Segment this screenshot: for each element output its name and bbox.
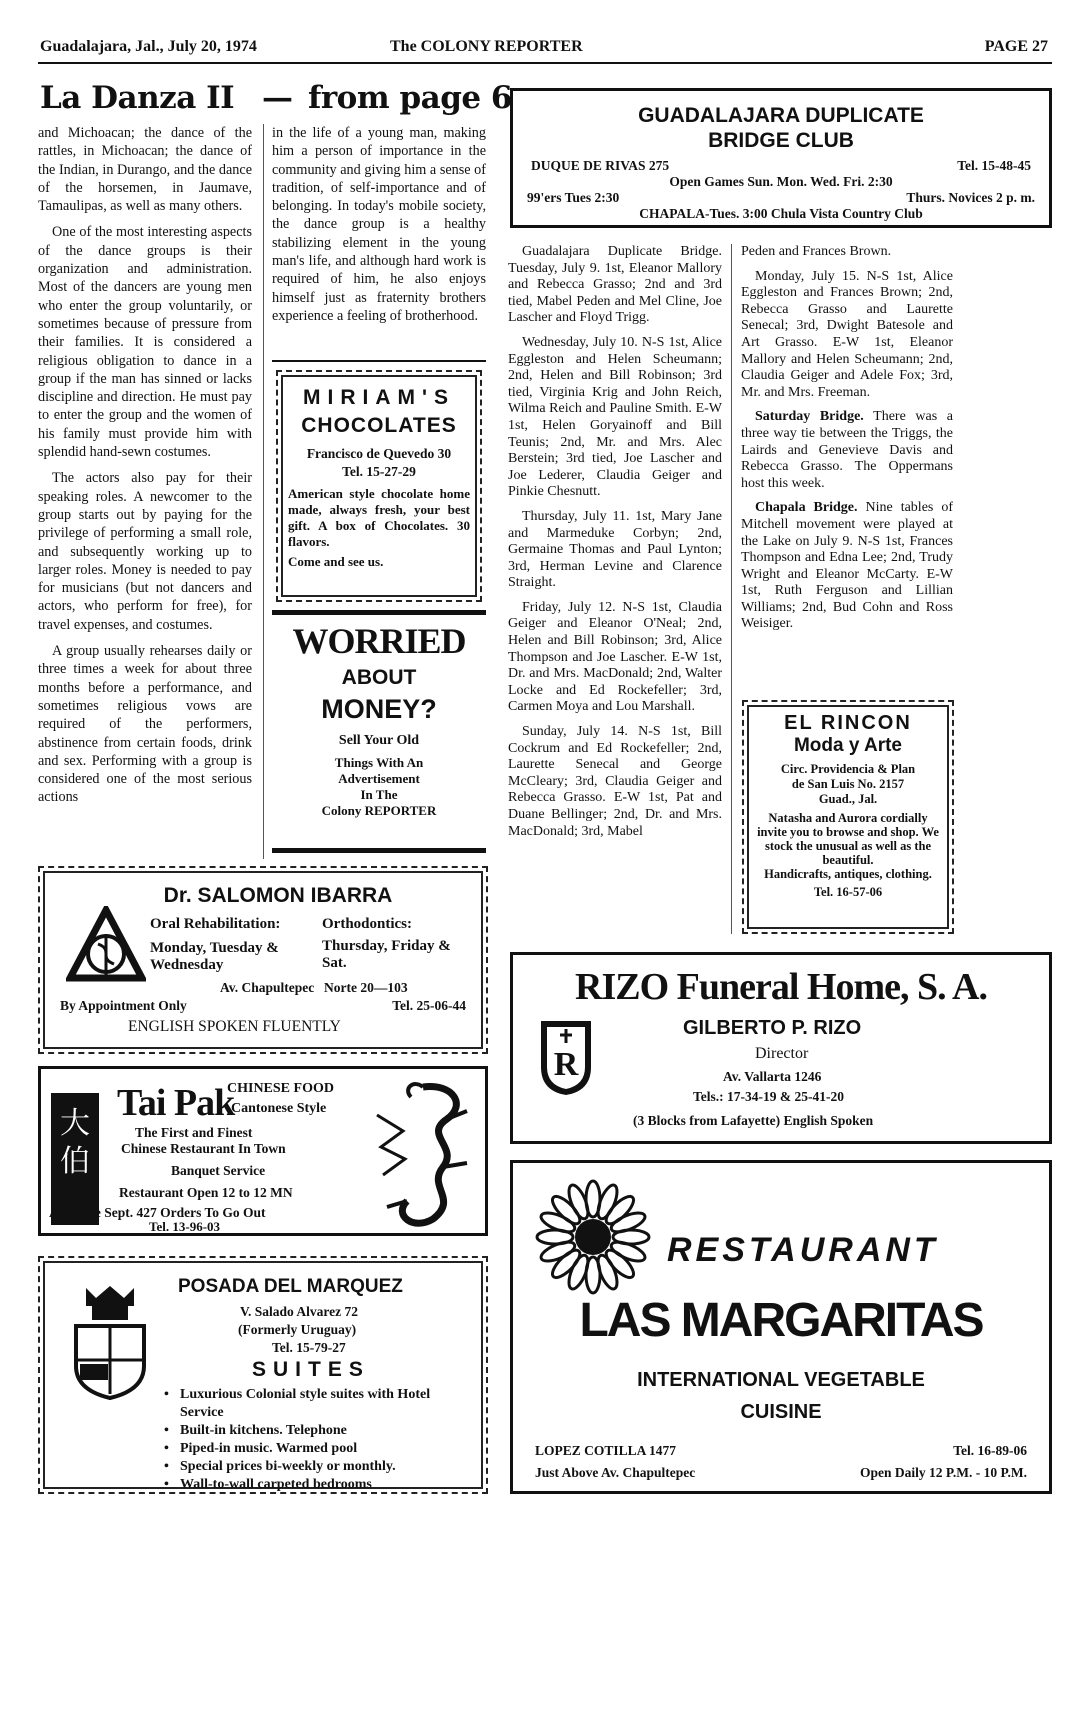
- ibarra-ad: [38, 866, 488, 1054]
- bridge-news-col1: [508, 244, 722, 848]
- header-rule: [38, 62, 1052, 64]
- feature-item: • Wall-to-wall carpeted bedrooms: [180, 1476, 472, 1494]
- page-number: PAGE 27: [984, 38, 1048, 55]
- dragon-icon: [363, 1075, 481, 1231]
- chapala-head: Chapala Bridge.: [755, 500, 858, 516]
- posada-features: [162, 1386, 472, 1494]
- miriams-address: Francisco de Quevedo 30: [306, 446, 452, 461]
- rizo-tels: Tels.: 17-34-19 & 25-41-20: [693, 1089, 844, 1104]
- miriams-ad: [276, 370, 482, 602]
- rincon-subtitle: Moda y Arte: [793, 735, 903, 756]
- taipak-ad: [38, 1066, 488, 1236]
- worried-line2: ABOUT: [341, 666, 417, 689]
- posada-tel: Tel. 15-79-27: [272, 1340, 346, 1355]
- taipak-name: Tai Pak: [117, 1082, 235, 1124]
- caduceus-triangle-icon: [66, 906, 146, 982]
- rizo-address: Av. Vallarta 1246: [723, 1069, 822, 1084]
- article-col1: [38, 124, 252, 815]
- margaritas-hours: Open Daily 12 P.M. - 10 P.M.: [859, 1465, 1027, 1480]
- bridge-novices: Thurs. Novices 2 p. m.: [906, 190, 1035, 205]
- bridge-title1: GUADALAJARA DUPLICATE: [638, 104, 924, 127]
- rule: [272, 848, 486, 853]
- bridge-para: Guadalajara Duplicate Bridge. Tuesday, July 9. 1st, Eleanor Mallory and Rebecca Grasso; 2nd and 3rd tied, Mabel Peden and Mel Cline, Joe Lascher and Floyd Trigg.: [508, 244, 722, 326]
- ibarra-address-right: Norte 20—103: [324, 980, 408, 995]
- bridge-para: Monday, July 15. N-S 1st, Alice Eggleston and Frances Brown; 2nd, Rebecca Grasso and Laurette Senecal; 3rd, Dwight Batesole and Art Grasso. E-W 1st, Eleanor Mallory and Helen Scheumann; 2nd, Claudia Geiger and Adele Fox; 3rd, Mr. and Mrs. Freeman.: [741, 268, 953, 400]
- daisy-icon: [531, 1177, 655, 1297]
- margaritas-cuisine1: INTERNATIONAL VEGETABLE: [637, 1369, 925, 1391]
- saturday-text: There was a three way tie between the Triggs, the Lairds and Genevieve Davis and Rebecca Grasso. The Oppermans host this week.: [741, 409, 953, 491]
- miriams-title: MIRIAM'S: [303, 386, 455, 409]
- bridge-tel: Tel. 15-48-45: [957, 158, 1031, 173]
- article-para: The actors also pay for their speaking roles. A newcomer to the group starts out by paying for the privilege of performing a small role, and subsequently working up to larger roles. Money is needed to pay for musicians (but not dancers and actors, who perform for free), for travel expenses, and costumes.: [38, 470, 252, 633]
- rizo-note: (3 Blocks from Lafayette) English Spoken: [633, 1113, 874, 1128]
- margaritas-address: LOPEZ COTILLA 1477: [535, 1443, 677, 1458]
- posada-ad: [38, 1256, 488, 1494]
- headline-right: from page 6: [308, 80, 512, 116]
- headline-dash: —: [262, 80, 293, 116]
- bridge-para: Sunday, July 14. N-S 1st, Bill Cockrum and Ed Rockefeller; 2nd, Laurette Senecal and George McCleary; 3rd, Claudia Geiger and Rebecca Grasso. E-W 1st, Pat and Duane Bellinger; 2nd, Dr. and Mrs. MacDonald; 3rd, Mabel: [508, 724, 722, 839]
- rincon-body: Natasha and Aurora cordially invite you to browse and shop. We stock the unusual as well as the beautiful.: [757, 811, 939, 867]
- rizo-logo-letter: R: [553, 1046, 579, 1083]
- dateline: Guadalajara, Jal., July 20, 1974: [40, 38, 257, 55]
- feature-item: • Piped-in music. Warmed pool: [180, 1440, 472, 1458]
- article-para: One of the most interesting aspects of the dance groups is their organization and administration. Most of the dancers are young men who enter the group voluntarily, or sometimes because of pressure from their families. It is considered a religious obligation to dance in a group if the man has sinned or lacks discipline and direction. He must pay to enter the group and the women of his family must provide him with splendid hand-sewn costumes.: [38, 224, 252, 461]
- taipak-tagline1: The First and Finest: [135, 1125, 253, 1140]
- miriams-tel: Tel. 15-27-29: [342, 464, 416, 479]
- taipak-banquet: Banquet Service: [171, 1163, 266, 1178]
- bridge-para: Wednesday, July 10. N-S 1st, Alice Eggleston and Helen Scheumann; 2nd, Helen and Bill Robinson; 3rd tied, Virginia Krig and John Reich, Wilma Reich and Pauline Smith. E-W 1st, Helen Goryainoff and Bill Teunis; 2nd, Mr. and Mrs. Alec Berstein; 3rd tied, Joe Lascher and Joe Lederer, Claudia Geiger and Pinkie Chesnutt.: [508, 334, 722, 500]
- article-col2: [272, 124, 486, 333]
- rincon-goods: Handicrafts, antiques, clothing.: [764, 867, 932, 881]
- taipak-hours: Restaurant Open 12 to 12 MN: [119, 1185, 293, 1200]
- taipak-tagline2: Chinese Restaurant In Town: [121, 1141, 286, 1156]
- el-rincon-ad: [742, 700, 954, 934]
- feature-item: • Luxurious Colonial style suites with Hotel Service: [180, 1386, 472, 1422]
- worried-line4: Sell Your Old: [338, 733, 420, 748]
- margaritas-above: Just Above Av. Chapultepec: [535, 1465, 696, 1480]
- column-divider: [263, 124, 264, 859]
- ibarra-appointment: By Appointment Only: [60, 998, 187, 1013]
- posada-title: POSADA DEL MARQUEZ: [178, 1276, 403, 1297]
- article-para: A group usually rehearses daily or three times a week for about three months before a performance, and sometimes religious vows are required of the performers, abstinence from certain foods, drink and sex. Performing with a group is considered one of the most serious actions: [38, 643, 252, 806]
- rizo-title: RIZO Funeral Home, S. A.: [575, 966, 987, 1008]
- posada-suites: SUITES: [252, 1358, 370, 1381]
- article-para: in the life of a young man, making him a person of importance in the community and giving him a sense of tradition, of self-importance and of belonging. In today's mobile society, the dance group is a healthy stabilizing element in the young man's life, and although hard work is required of him, he also enjoys himself just as fraternity brothers experience a feeling of brotherhood.: [272, 125, 486, 324]
- margaritas-tel: Tel. 16-89-06: [953, 1443, 1027, 1458]
- bridge-open: Open Games Sun. Mon. Wed. Fri. 2:30: [669, 174, 893, 189]
- worried-line7: In The: [360, 787, 398, 802]
- rule: [272, 360, 486, 362]
- taipak-food2: Cantonese Style: [231, 1101, 327, 1116]
- worried-line3: MONEY?: [321, 694, 437, 724]
- rule: [272, 610, 486, 615]
- bridge-para: [741, 409, 953, 492]
- worried-line5: Things With An: [334, 755, 424, 770]
- margaritas-restaurant: RESTAURANT: [667, 1231, 939, 1269]
- miriams-body: American style chocolate home made, always fresh, your best gift. A box of Chocolates. 30 flavors.: [288, 486, 470, 549]
- paper-name: The COLONY REPORTER: [390, 38, 583, 55]
- ibarra-days-right: Thursday, Friday & Sat.: [322, 938, 451, 971]
- coat-of-arms-icon: [68, 1282, 152, 1402]
- rincon-title: EL RINCON: [784, 712, 912, 734]
- rizo-role: Director: [755, 1045, 809, 1062]
- margaritas-name: LAS MARGARITAS: [579, 1294, 983, 1347]
- rincon-city: Guad., Jal.: [818, 792, 878, 806]
- rizo-shield-icon: [537, 1017, 595, 1097]
- rincon-tel: Tel. 16-57-06: [813, 885, 883, 899]
- ibarra-spec-left: Oral Rehabilitation:: [150, 916, 281, 932]
- bridge-club-ad: [510, 88, 1052, 228]
- ibarra-tel: Tel. 25-06-44: [392, 998, 466, 1013]
- ibarra-days-left: Monday, Tuesday & Wednesday: [150, 940, 279, 973]
- ibarra-name: Dr. SALOMON IBARRA: [163, 884, 393, 907]
- bridge-para: [741, 500, 953, 633]
- bridge-niners: 99'ers Tues 2:30: [527, 190, 620, 205]
- saturday-head: Saturday Bridge.: [755, 409, 864, 425]
- taipak-food1: CHINESE FOOD: [227, 1081, 334, 1096]
- rincon-addr2: de San Luis No. 2157: [791, 777, 905, 791]
- glyph: 伯: [60, 1144, 90, 1179]
- bridge-news-col2: [741, 244, 953, 641]
- bridge-title2: BRIDGE CLUB: [708, 129, 854, 152]
- miriams-cta: Come and see us.: [288, 554, 384, 569]
- article-para: and Michoacan; the dance of the rattles, in Michoacan; the dance of the Indian, in Durango, and the dance of the horsemen, in Jaumave, Tamaulipas, as well as many others.: [38, 125, 252, 215]
- posada-address: V. Salado Alvarez 72: [240, 1304, 359, 1319]
- worried-line8: Colony REPORTER: [321, 803, 437, 818]
- worried-ad: [272, 620, 486, 848]
- glyph: 大: [60, 1106, 90, 1141]
- margaritas-cuisine2: CUISINE: [740, 1401, 822, 1423]
- rincon-addr1: Circ. Providencia & Plan: [780, 762, 916, 776]
- rizo-ad: [510, 952, 1052, 1144]
- feature-item: • Special prices bi-weekly or monthly.: [180, 1458, 472, 1476]
- bridge-chapala: CHAPALA-Tues. 3:00 Chula Vista Country Club: [639, 206, 923, 221]
- taipak-tel: Tel. 13-96-03: [149, 1219, 221, 1234]
- chocolates-title: CHOCOLATES: [301, 414, 457, 437]
- chapala-text: Nine tables of Mitchell movement were played at the Lake on July 9. N-S 1st, Frances Thompson and Edna Lee; 2nd, Trudy Wright and Eleanor McCarty. E-W 1st, Ruth Ferguson and Lillian Williams; 2nd, Bud Cohn and Ross Weisiger.: [741, 500, 954, 632]
- bridge-address: DUQUE DE RIVAS 275: [531, 158, 670, 173]
- taipak-address: Av. 16 de Sept. 427 Orders To Go Out: [49, 1205, 266, 1220]
- bridge-para: Thursday, July 11. 1st, Mary Jane and Marmeduke Corbyn; 2nd, Germaine Thomas and Paul Lynton; 3rd, Herman Levine and Clarence Straight.: [508, 508, 722, 591]
- headline: [40, 80, 234, 116]
- column-divider: [731, 244, 732, 934]
- bridge-para: Friday, July 12. N-S 1st, Claudia Geiger and Eleanor O'Neal; 2nd, Helen and Bill Robinson; 3rd, Alice Thompson and Joe Lascher. E-W 1st, Dr. and Mrs. MacDonald; 2nd, Walter Locke and Ed Rockefeller; 3rd, Carmen Moya and Lou Marshall.: [508, 599, 722, 715]
- ibarra-spec-right: Orthodontics:: [322, 916, 412, 932]
- posada-formerly: (Formerly Uruguay): [238, 1322, 357, 1337]
- ibarra-address-left: Av. Chapultepec: [220, 980, 315, 995]
- worried-line1: WORRIED: [292, 621, 466, 661]
- ibarra-english: ENGLISH SPOKEN FLUENTLY: [128, 1018, 341, 1035]
- feature-item: • Built-in kitchens. Telephone: [180, 1422, 472, 1440]
- bridge-para: Peden and Frances Brown.: [741, 244, 892, 259]
- margaritas-ad: [510, 1160, 1052, 1494]
- headline-left: La Danza II: [40, 80, 235, 116]
- worried-line6: Advertisement: [338, 771, 420, 786]
- rizo-name: GILBERTO P. RIZO: [683, 1017, 862, 1039]
